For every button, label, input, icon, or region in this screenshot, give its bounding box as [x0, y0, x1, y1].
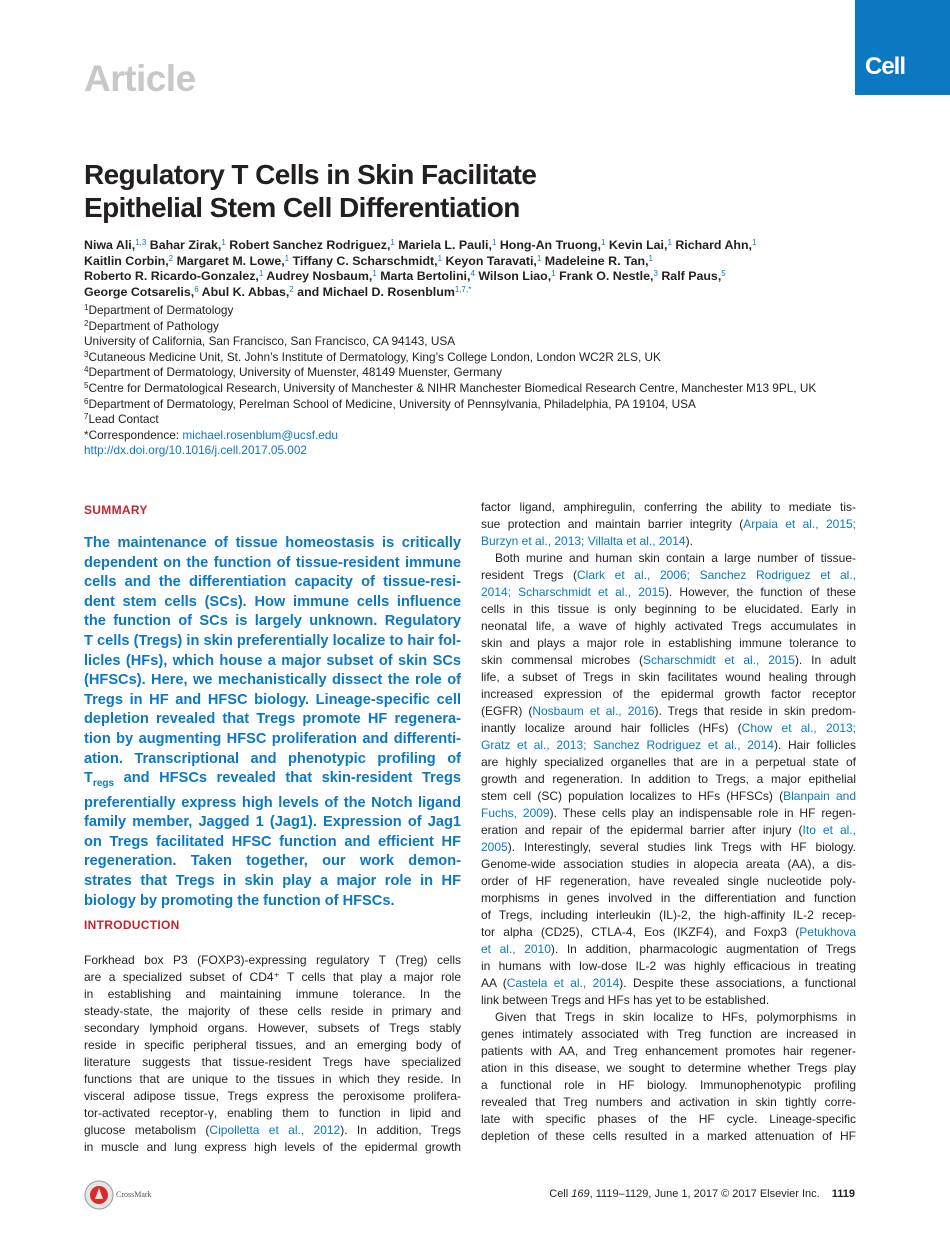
author-affiliation-marker[interactable]: 1 [601, 238, 606, 247]
author-name: Niwa Ali, [84, 238, 136, 252]
author-affiliation-marker[interactable]: 1 [372, 269, 377, 279]
author-name: Madeleine R. Tan, [541, 253, 649, 268]
body-line: visceral adipose tissue, Tregs express the peroxisome prolifera- [84, 1089, 461, 1103]
citation-link[interactable]: et al., 2010 [481, 942, 551, 956]
author-affiliation-marker[interactable]: 1,3 [135, 238, 147, 247]
author-name: Robert Sanchez Rodriguez, [225, 238, 391, 252]
summary-line: dependent on the function of tissue-resident immune [84, 554, 461, 571]
citation-link[interactable]: Chow et al., 2013; [741, 721, 856, 735]
summary-line: biology by promoting the function of HFSCs. [84, 892, 395, 909]
author-line [84, 269, 874, 285]
body-line: skin commensal microbes (Scharschmidt et al., 2015). In adult [481, 653, 857, 667]
body-line: secondary lymphoid organs. However, subsets of Tregs stably [84, 1021, 461, 1035]
citation-link[interactable]: Ito et al., [802, 823, 856, 837]
affiliation-line: $^2$Department of Pathology [84, 318, 219, 333]
article-type-label: Article [84, 58, 196, 99]
body-line: functions that are unique to the tissues in which they reside. In [84, 1072, 461, 1086]
body-line: sue protection and maintain barrier integrity (Arpaia et al., 2015; [481, 517, 856, 531]
body-line: Gratz et al., 2013; Sanchez Rodriguez et al., 2014). Hair follicles [481, 738, 856, 752]
author-line [84, 285, 874, 301]
paragraph [481, 1009, 856, 1145]
body-line: in humans with low-dose IL-2 was highly efficacious in treating [481, 959, 856, 973]
author-affiliation-marker[interactable]: 2 [289, 284, 294, 294]
body-line: literature suggests that tissue-resident Tregs have specialized [84, 1055, 461, 1069]
introduction-heading: INTRODUCTION [84, 918, 180, 932]
correspondence-email-link[interactable]: michael.rosenblum@ucsf.edu [182, 427, 338, 442]
body-line: eration and repair of the epidermal barrier after injury (Ito et al., [481, 823, 856, 837]
summary-line: the function of SCs is largely unknown. Regulatory [84, 613, 461, 630]
author-name: Tiffany C. Scharschmidt, [289, 253, 438, 268]
journal-logo: Cell [865, 53, 906, 80]
body-line: skin and plays a major role in establishing immune tolerance to [481, 636, 856, 650]
crossmark-label: CrossMark [116, 1190, 152, 1199]
affiliation-line: $^1$Department of Dermatology [84, 303, 234, 317]
body-line: are highly specialized organelles that are in a perpetual state of [481, 755, 856, 769]
author-affiliation-marker[interactable]: 1 [258, 269, 264, 279]
body-line: glucose metabolism (Cipolletta et al., 2012). In addition, Tregs [84, 1123, 461, 1137]
author-affiliation-marker[interactable]: 1 [667, 238, 672, 247]
body-line: revealed that Treg numbers and activation in skin tightly corre- [481, 1095, 856, 1109]
author-name: Bahar Zirak, [146, 238, 222, 252]
summary-line: family member, Jagged 1 (Jag1). Expression of Jag1 [84, 814, 461, 831]
body-line: inantly localize around hair follicles (HFs) (Chow et al., 2013; [481, 721, 856, 735]
body-line: in muscle and lung express high levels of the epidermal growth [84, 1140, 461, 1154]
affiliation-line: $^7$Lead Contact [84, 412, 159, 427]
citation-link[interactable]: Arpaia et al., 2015; [743, 517, 856, 531]
author-name: Audrey Nosbaum, [263, 269, 373, 284]
affiliation-marker: 7 [84, 412, 89, 422]
body-line: Genome-wide association studies in alopecia areata (AA), a dis- [481, 857, 856, 871]
author-name: Margaret M. Lowe, [173, 253, 285, 268]
body-line: factor ligand, amphiregulin, conferring the ability to mediate tis- [481, 500, 856, 514]
author-name: and Michael D. Rosenblum [293, 284, 455, 299]
author-name: Wilson Liao, [474, 269, 552, 284]
affiliation-marker: 4 [84, 365, 89, 375]
body-line: of Tregs, including interleukin (IL)-2, the high-affinity IL-2 recep- [481, 908, 856, 922]
body-line: steady-state, the majority of these cells reside in primary and [84, 1004, 461, 1018]
summary-line: ation. Transcriptional and phenotypic profiling of [84, 750, 461, 767]
summary-line: dent stem cells (SCs). How immune cells influence [84, 593, 461, 610]
affiliation-marker: 3 [84, 349, 89, 359]
body-line: growth and regeneration. In addition to Tregs, a major epithelial [481, 772, 856, 786]
affiliation-marker: 1 [84, 303, 89, 312]
affiliation-line: $^5$Centre for Dermatological Research, University of Manchester & NIHR Manchester Biomedical Research Centre, Manchester M13 9PL, UK [84, 380, 817, 395]
author-affiliation-marker[interactable]: 3 [653, 269, 658, 279]
affiliation-line: $^6$Department of Dermatology, Perelman School of Medicine, University of Pennsylvania, Philadelphia, PA 19104, USA [84, 396, 696, 411]
summary-line: strates that Tregs in skin play a major role in HF [84, 873, 461, 889]
summary-line: (HFSCs). Here, we mechanistically dissect the role of [84, 672, 461, 689]
body-line: late with specific phases of the HF cycle. Lineage-specific [481, 1112, 856, 1126]
author-line [84, 254, 874, 270]
body-line: Fuchs, 2009). These cells play an indispensable role in HF regen- [481, 806, 857, 820]
paragraph [481, 499, 856, 550]
author-name: Kevin Lai, [605, 238, 668, 252]
body-line: 2014; Scharschmidt et al., 2015). However, the function of these [481, 585, 856, 599]
author-affiliation-marker[interactable]: 1 [648, 253, 653, 263]
summary-heading: SUMMARY [84, 503, 148, 517]
author-name: Keyon Taravati, [442, 253, 537, 268]
citation-link[interactable]: Castela et al., 2014 [506, 976, 620, 990]
body-line: patients with AA, and Treg enhancement promotes hair regener- [481, 1044, 856, 1058]
body-line: Forkhead box P3 (FOXP3)-expressing regulatory T (Treg) cells [84, 953, 461, 967]
summary-line: T cells (Tregs) in skin preferentially localize to hair fol- [84, 632, 461, 649]
introduction-text [84, 952, 461, 1156]
citation-link[interactable]: Scharschmidt et al., 2015 [642, 653, 795, 667]
body-line: Both murine and human skin contain a large number of tissue- [495, 551, 856, 565]
author-name: Mariela L. Pauli, [394, 238, 492, 252]
body-line: genes intimately associated with Treg function are increased in [481, 1027, 856, 1041]
body-line: Given that Tregs in skin localize to HFs, polymorphisms in [495, 1010, 856, 1024]
body-line: Burzyn et al., 2013; Villalta et al., 2014). [481, 534, 693, 548]
author-name: Richard Ahn, [671, 238, 752, 252]
author-affiliation-marker[interactable]: 5 [721, 269, 726, 279]
summary-line: on Tregs facilitated HFSC function and efficient HF [84, 833, 461, 850]
affiliation-line: $^4$Department of Dermatology, University of Muenster, 48149 Muenster, Germany [84, 365, 502, 380]
body-line: AA (Castela et al., 2014). Despite these associations, a functional [481, 976, 856, 990]
citation-link[interactable]: Blanpain and [783, 789, 857, 803]
body-line: cells in this tissue is only beginning to be elucidated. Early in [481, 602, 856, 616]
body-line: resident Tregs (Clark et al., 2006; Sanchez Rodriguez et al., [481, 568, 856, 582]
title-line: Regulatory T Cells in Skin Facilitate [84, 159, 537, 190]
author-affiliation-marker[interactable]: 1 [751, 238, 757, 247]
affiliation-line: $^3$Cutaneous Medicine Unit, St. John’s Institute of Dermatology, King’s College London, London WC2R 2LS, UK [84, 349, 661, 364]
author-list [84, 238, 874, 300]
body-line: tor-activated receptor-γ, enabling them to function in lipid and [84, 1106, 461, 1120]
journal-logo-tab[interactable] [855, 0, 950, 95]
author-affiliation-marker[interactable]: 1 [284, 253, 290, 263]
author-name: Marta Bertolini, [376, 269, 471, 284]
summary-line: depletion revealed that Tregs promote HF regenera- [84, 711, 461, 728]
page-footer [84, 1180, 855, 1210]
citation-link[interactable]: Fuchs, 2009 [481, 806, 550, 820]
body-line: 2005). Interestingly, several studies link Tregs with HF biology. [481, 840, 856, 854]
summary-line: tion by augmenting HFSC proliferation and differenti- [84, 730, 461, 747]
doi-link[interactable]: http://dx.doi.org/10.1016/j.cell.2017.05.002 [84, 443, 307, 458]
citation-line: Cell 169, 1119–1129, June 1, 2017 © 2017 Elsevier Inc. 1119 [549, 1188, 855, 1200]
author-name: Kaitlin Corbin, [84, 253, 169, 268]
summary-text [84, 534, 461, 911]
summary-line: preferentially express high levels of the Notch ligand [84, 794, 461, 811]
author-name: George Cotsarelis, [84, 284, 195, 299]
body-line: ation in this disease, we sought to determine whether Tregs play [481, 1061, 856, 1075]
author-affiliation-marker[interactable]: 6 [194, 284, 199, 294]
citation-link[interactable]: Nosbaum et al., 2016 [532, 704, 655, 718]
author-affiliation-marker[interactable]: 1 [221, 238, 226, 247]
citation-link[interactable]: Burzyn et al., 2013; Villalta et al., 2014 [481, 534, 686, 548]
body-line: stem cell (SC) population localizes to HFs (HFSCs) (Blanpain and [481, 789, 857, 803]
summary-line: The maintenance of tissue homeostasis is critically [84, 535, 461, 551]
crossmark-icon[interactable] [84, 1180, 114, 1210]
author-affiliation-marker[interactable]: 1 [551, 269, 556, 279]
body-line: et al., 2010). In addition, pharmacologic augmentation of Tregs [481, 942, 856, 956]
author-affiliation-marker[interactable]: 1 [390, 238, 395, 247]
body-line: link between Tregs and HFs has yet to be established. [481, 993, 770, 1007]
body-line: neonatal life, a wave of highly activated Tregs accumulates in [481, 619, 856, 633]
body-line: are a specialized subset of CD4⁺ T cells that play a major role [84, 970, 461, 984]
body-line: reside in specific peripheral tissues, and an emerging body of [84, 1038, 461, 1052]
citation-link[interactable]: 2005 [481, 840, 508, 854]
author-name: Ralf Paus, [657, 269, 722, 284]
body-line: life, a subset of Tregs in skin facilitates wound healing through [481, 670, 856, 684]
body-line: increased expression of the epidermal growth factor receptor [481, 687, 856, 701]
author-name: Frank O. Nestle, [555, 269, 654, 284]
author-affiliation-marker[interactable]: 1 [491, 238, 497, 247]
summary-line: licles (HFs), which house a major subset of skin SCs [84, 652, 461, 669]
author-name: Roberto R. Ricardo-Gonzalez, [84, 269, 259, 284]
affiliation-marker: 6 [84, 396, 89, 406]
affiliation-marker: 5 [84, 380, 89, 390]
subscript: regs [92, 778, 115, 790]
paper-title [84, 158, 784, 224]
body-line: order of HF regeneration, have revealed single nucleotide poly- [481, 874, 856, 888]
doi [84, 443, 884, 459]
body-line: in establishing and maintaining immune tolerance. In the [84, 987, 461, 1001]
author-name: Hong-An Truong, [496, 238, 601, 252]
author-affiliation-marker[interactable]: 1 [536, 253, 542, 263]
paragraph [481, 550, 856, 1009]
summary-line: cells and the differentiation capacity of tissue-resi- [84, 574, 461, 591]
affiliation-line: University of California, San Francisco, San Francisco, CA 94143, USA [84, 334, 456, 349]
body-line: tor alpha (CD25), CTLA-4, Eos (IKZF4), and Foxp3 (Petukhova [481, 925, 856, 939]
citation-link[interactable]: Cipolletta et al., 2012 [209, 1123, 341, 1137]
body-line: (EGFR) (Nosbaum et al., 2016). Tregs that reside in skin predom- [481, 704, 856, 718]
author-affiliation-marker[interactable]: 2 [168, 253, 174, 263]
summary-line: $T_{regs}$ and HFSCs revealed that skin-resident Tregs [84, 770, 461, 790]
title-line: Epithelial Stem Cell Differentiation [84, 192, 520, 223]
affiliation-marker: 2 [84, 318, 89, 328]
citation-link[interactable]: Clark et al., 2006; Sanchez Rodriguez et al., [577, 568, 856, 582]
introduction-text-continued [481, 499, 856, 1145]
citation-link[interactable]: 2014; Scharschmidt et al., 2015 [481, 585, 665, 599]
citation-link[interactable]: Gratz et al., 2013; Sanchez Rodriguez et al., 2014 [481, 738, 774, 752]
correspondence: *Correspondence: michael.rosenblum@ucsf.edu [84, 427, 338, 442]
summary-line: Tregs in HF and HFSC biology. Lineage-specific cell [84, 691, 461, 708]
affiliations [84, 303, 884, 459]
body-line: a functional role in HF biology. Immunophenotypic profiling [481, 1078, 856, 1092]
summary-line: regeneration. Taken together, our work demon- [84, 853, 461, 870]
body-line: morphisms in genes involved in the differentiation and function [481, 891, 856, 905]
author-affiliation-marker[interactable]: 1,7,* [454, 284, 472, 294]
page-number: 1119 [831, 1188, 855, 1200]
author-line [84, 238, 874, 254]
body-line: depletion of these cells resulted in a marked attenuation of HF [481, 1129, 856, 1143]
author-affiliation-marker[interactable]: 1 [437, 253, 443, 263]
author-name: Abul K. Abbas, [198, 284, 290, 299]
author-affiliation-marker[interactable]: 4 [470, 269, 475, 279]
citation-link[interactable]: Petukhova [799, 925, 856, 939]
